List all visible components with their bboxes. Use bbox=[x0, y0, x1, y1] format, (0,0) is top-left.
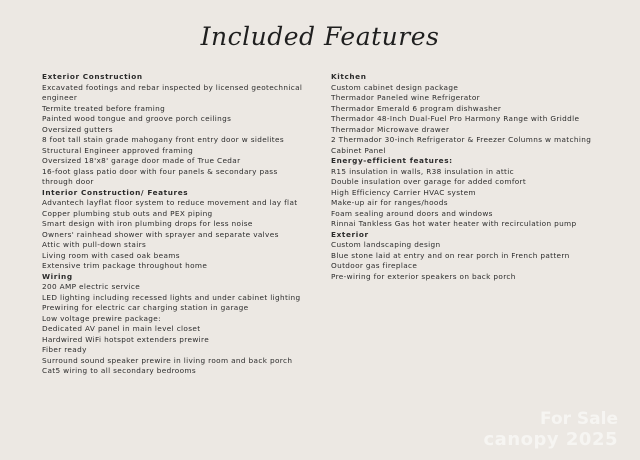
section-heading: Kitchen bbox=[331, 72, 367, 81]
list-item: Thermador Emerald 6 program dishwasher bbox=[331, 103, 502, 113]
list-item: Custom cabinet design package bbox=[331, 82, 459, 92]
list-item: Blue stone laid at entry and on rear porch in French pattern bbox=[331, 250, 570, 260]
list-item: Oversized gutters bbox=[42, 124, 113, 134]
section-heading: Exterior Construction bbox=[42, 72, 143, 81]
section-kitchen bbox=[331, 72, 601, 156]
list-item: Termite treated before framing bbox=[42, 103, 166, 113]
list-item: 2 Thermador 30-inch Refrigerator & Freezer Columns w matching Cabinet Panel bbox=[331, 135, 592, 155]
section-interior-construction bbox=[42, 188, 304, 272]
list-item: Cat5 wiring to all secondary bedrooms bbox=[42, 366, 196, 375]
list-item: Thermador 48-Inch Dual-Fuel Pro Harmony Range with Griddle bbox=[331, 114, 580, 123]
right-column bbox=[331, 72, 601, 282]
list-item: Surround sound speaker prewire in living room and back porch bbox=[42, 355, 293, 365]
section-wiring bbox=[42, 272, 304, 377]
list-item: 16-foot glass patio door with four panels & secondary pass through door bbox=[42, 166, 278, 186]
section-exterior-construction bbox=[42, 72, 304, 188]
section-heading: Wiring bbox=[42, 271, 73, 281]
list-item: Living room with cased oak beams bbox=[42, 250, 180, 260]
list-item: Hardwired WiFi hotspot extenders prewire bbox=[42, 334, 210, 344]
left-column bbox=[42, 72, 304, 377]
watermark-sale-text: For Sale bbox=[540, 409, 618, 429]
list-item: Custom landscaping design bbox=[331, 240, 441, 249]
list-item: Advantech layflat floor system to reduce movement and lay flat bbox=[42, 198, 298, 207]
list-item: Foam sealing around doors and windows bbox=[331, 208, 493, 218]
list-item: Pre-wiring for exterior speakers on back porch bbox=[331, 271, 516, 281]
list-item: Painted wood tongue and groove porch ceilings bbox=[42, 114, 232, 123]
list-item: R15 insulation in walls, R38 insulation in attic bbox=[331, 166, 515, 176]
list-item: High Efficiency Carrier HVAC system bbox=[331, 187, 476, 197]
watermark bbox=[484, 409, 618, 450]
watermark-brand-text: canopy 2025 bbox=[483, 429, 618, 450]
list-item: Make-up air for ranges/hoods bbox=[331, 198, 448, 207]
section-energy-efficient bbox=[331, 156, 601, 230]
list-item: Structural Engineer approved framing bbox=[42, 145, 194, 155]
list-item: Low voltage prewire package: bbox=[42, 313, 161, 323]
list-item: Excavated footings and rebar inspected by licensed geotechnical engineer bbox=[42, 82, 303, 102]
page-title: Included Features bbox=[200, 22, 440, 51]
list-item: Rinnai Tankless Gas hot water heater with recirculation pump bbox=[331, 219, 577, 228]
list-item: Smart design with iron plumbing drops for less noise bbox=[42, 219, 253, 228]
list-item: Dedicated AV panel in main level closet bbox=[42, 324, 201, 333]
list-item: Thermador Microwave drawer bbox=[331, 124, 450, 134]
list-item: Copper plumbing stub outs and PEX piping bbox=[42, 208, 213, 218]
section-exterior bbox=[331, 230, 601, 283]
list-item: LED lighting including recessed lights and under cabinet lighting bbox=[42, 292, 301, 302]
section-heading: Interior Construction/ Features bbox=[42, 187, 189, 197]
list-item: Oversized 18'x8' garage door made of True Cedar bbox=[42, 156, 241, 165]
list-item: Prewiring for electric car charging station in garage bbox=[42, 303, 249, 312]
list-item: Double insulation over garage for added comfort bbox=[331, 177, 527, 186]
list-item: Attic with pull-down stairs bbox=[42, 240, 147, 249]
list-item: Thermador Paneled wine Refrigerator bbox=[331, 93, 480, 102]
list-item: 200 AMP electric service bbox=[42, 282, 141, 291]
list-item: Owners' rainhead shower with sprayer and separate valves bbox=[42, 229, 279, 239]
section-heading: Exterior bbox=[331, 229, 369, 239]
list-item: Fiber ready bbox=[42, 345, 87, 354]
list-item: Extensive trim package throughout home bbox=[42, 261, 208, 270]
section-heading: Energy-efficient features: bbox=[331, 156, 453, 165]
list-item: 8 foot tall stain grade mahogany front entry door w sidelites bbox=[42, 135, 284, 144]
list-item: Outdoor gas fireplace bbox=[331, 261, 418, 270]
